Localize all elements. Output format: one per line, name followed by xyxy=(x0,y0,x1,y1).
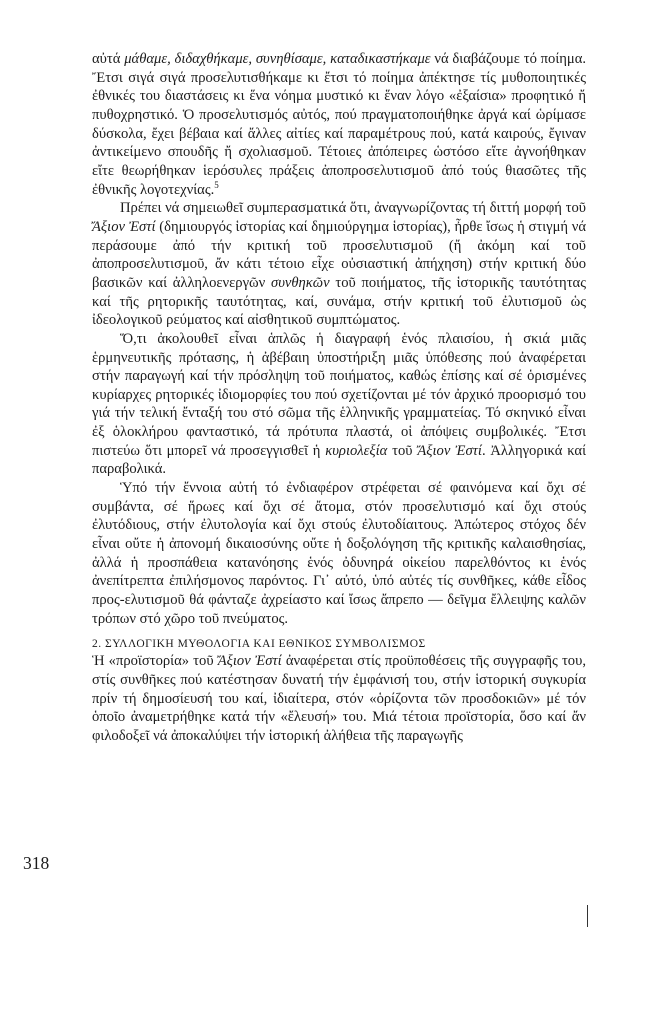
page-number: 318 xyxy=(23,853,50,873)
text-run: ἀναφέρεται στίς προϋποθέσεις τῆς συγγραφῆς του, στίς συνθῆκες πού κατέστησαν δυνατή τήν ἐμφάνισή του, στήν ἱστορική συγκυρία πρίν τή δημοσίευσή του καί, ἰδιαίτερα, στόν «ὁρίζοντα τῶν προσδοκιῶν» μέ τόν ὁποῖο ἀναμετρήθηκε κατά τήν «ἔλευσή» του. Μιά τέτοια προϊστορία, ὅσο καί ἄν φιλοδοξεῖ νά ἀποκαλύψει τήν ἱστορική ἀλήθεια τῆς παραγωγῆς xyxy=(92,653,586,744)
paragraph-4 xyxy=(92,479,586,628)
italic-run: μάθαμε, διδαχθήκαμε, συνηθίσαμε, καταδικαστήκαμε xyxy=(124,51,431,67)
italic-run: κυριολεξία xyxy=(325,442,388,459)
text-run: (δημιουργός ἱστορίας καί δημιούργημα ἱστορίας), ἦρθε ἴσως ἡ στιγμή νά περάσουμε ἀπό τήν κριτική τοῦ προσελυτισμοῦ (ἤ ἀκόμη καί τοῦ ἀποπροσελυτισμοῦ, ἄν κάτι τέτοιο εἶχε οὐσιαστική ἀπήχηση) στήν κριτική δύο βασικῶν καί ἀλληλοενεργῶν xyxy=(92,218,586,291)
text-run: τοῦ ποιήματος, τῆς ἱστορικῆς ταυτότητας καί τῆς ρητορικῆς ταυτότητας, καί, συνάμα, στήν κριτική τοῦ ἐλυτισμοῦ ὡς ἰδεολογικοῦ ρεύματος καί αἰσθητικοῦ συμπτώματος. xyxy=(92,274,586,329)
text-run: Ὅ,τι ἀκολουθεῖ εἶναι ἁπλῶς ἡ διαγραφή ἑνός πλαισίου, ἡ σκιά μιᾶς ἑρμηνευτικῆς πρότασης, ἡ ἀβέβαιη ὑποστήριξη μιᾶς ὑπόθεσης πού ἀναφέρεται στήν παραγωγή καί τήν πρόσληψη τοῦ ποιήματος, καθώς ἐπίσης καί σέ ὁρισμένες κυρίαρχες ρητορικές ἰδιομορφίες του πού σχετίζονται μέ τόν ἀρχικό προορισμό του γιά τήν τελική ἔνταξή του στό σῶμα τῆς ἑλληνικῆς γραμματείας. Τό σκηνικό εἶναι ἐξ ὁλοκλήρου φανταστικό, τά πρότυπα πλαστά, οἱ ἀπόψεις συμβολικές. Ἔτσι πιστεύω ὅτι μπορεῖ νά προσεγγισθεῖ ἡ xyxy=(92,330,586,459)
text-run: τοῦ xyxy=(387,442,418,459)
text-run: . Ἀλληγορικά καί παραβολικά. xyxy=(92,442,586,478)
italic-run: Ἄξιον Ἐστί xyxy=(92,218,156,235)
italic-run: Ἄξιον Ἐστί xyxy=(217,653,282,670)
paragraph-3 xyxy=(92,330,586,479)
paragraph-2 xyxy=(92,199,586,330)
italic-run: συνθηκῶν xyxy=(271,274,330,291)
section-paragraph xyxy=(92,652,586,745)
text-column xyxy=(92,50,586,746)
text-run: Ἡ «προϊστορία» τοῦ xyxy=(92,653,218,670)
text-run: νά διαβάζουμε τό ποίημα. Ἔτσι σιγά σιγά προσελυτισθήκαμε κι ἔτσι τό ποίημα ἀπέκτησε τίς μυθοποιητικές ἐθνικές του διαστάσεις κι ἕνα νόημα μυστικό κι ἕναν λόγο «ἐξαίσια» προφητικό ἤ πυθοχρηστικό. Ὁ προσελυτισμός αὐτός, πού πραγματοποιήθηκε ἀργά καί ὡρίμασε δύσκολα, ἔχει βέβαια καί ἄλλες αἰτίες καί παραμέτρους πού, κατά καιρούς, ἔγιναν ἀντικείμενο σπουδῆς ἤ σχολιασμοῦ. Τέτοιες ἀπόπειρες ὡστόσο εἴτε ἀγνοήθηκαν εἴτε θεωρήθηκαν ἱερόσυλες πράξεις ἀποπροσελυτισμοῦ ἀπό τούς θιασῶτες τῆς ἐθνικῆς λογοτεχνίας. xyxy=(92,51,587,198)
italic-run: Ἄξιον Ἐστί xyxy=(417,442,482,459)
text-run: αὐτά xyxy=(92,51,125,67)
margin-rule xyxy=(587,905,588,927)
text-run: Ὑπό τήν ἔννοια αὐτή τό ἐνδιαφέρον στρέφεται σέ φαινόμενα καί ὄχι σέ συμβάντα, σέ ἥρωες καί ὄχι σέ ἄτομα, στόν προσελυτισμό καί ὄχι στούς ἐλυτόδιους, στήν ἐλυτολογία καί ὄχι στούς ἐλυτοδίαιτους. Ἀπώτερος στόχος δέν εἶναι οὔτε ἡ ἀπονομή δικαιοσύνης οὔτε ἡ δοξολόγηση τῆς κριτικῆς καλαισθησίας, ἀλλά ἡ προσπάθεια κατανόησης ἑνός ὀδυνηρά οἰκείου παρελθόντος κι ἑνός ἀνεπίτρεπτα ἐπιλήσμονος παρόντος. Γι᾽ αὐτό, ὑπό αὐτές τίς συνθῆκες, κάθε εἶδος προς-ελυτισμοῦ θά φάνταζε ἀχρείαστο καί ἴσως ἄπρεπο — δεῖγμα ἔλλειψης καλῶν τρόπων στό χῶρο τοῦ πνεύματος. xyxy=(92,480,586,627)
footnote-marker: 5 xyxy=(214,179,219,190)
paragraph-1 xyxy=(92,50,586,199)
text-run: Πρέπει νά σημειωθεῖ συμπερασματικά ὅτι, ἀναγνωρίζοντας τή διττή μορφή τοῦ xyxy=(120,200,586,217)
section-heading: 2. ΣΥΛΛΟΓΙΚΗ ΜΥΘΟΛΟΓΙΑ ΚΑΙ ΕΘΝΙΚΟΣ ΣΥΜΒΟΛΙΣΜΟΣ xyxy=(92,638,426,651)
